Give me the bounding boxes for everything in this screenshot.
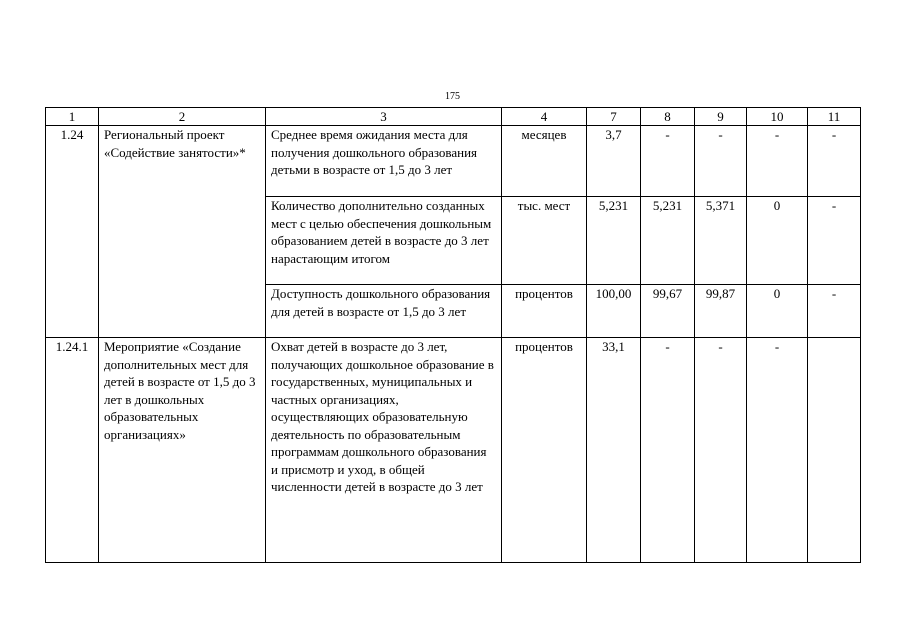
indicator-unit: процентов: [502, 285, 587, 338]
value-col-9: -: [695, 126, 747, 197]
value-col-11: -: [808, 197, 861, 285]
table-row: [46, 126, 861, 197]
column-header: 2: [99, 108, 266, 126]
value-col-9: 99,87: [695, 285, 747, 338]
value-col-7: 33,1: [587, 338, 641, 563]
value-col-10: 0: [747, 285, 808, 338]
value-col-8: -: [641, 338, 695, 563]
value-col-8: 99,67: [641, 285, 695, 338]
value-col-11: [808, 338, 861, 563]
value-col-7: 5,231: [587, 197, 641, 285]
indicator-text: Доступность дошкольного образования для детей в возрасте от 1,5 до 3 лет: [266, 285, 502, 338]
row-number: 1.24: [46, 126, 99, 338]
indicators-table: [45, 107, 861, 563]
value-col-7: 3,7: [587, 126, 641, 197]
column-header: 7: [587, 108, 641, 126]
row-name: Мероприятие «Создание дополнительных мест для детей в возрасте от 1,5 до 3 лет в дошкольных образовательных организациях»: [99, 338, 266, 563]
row-name: Региональный проект «Содействие занятости»*: [99, 126, 266, 338]
value-col-11: -: [808, 126, 861, 197]
value-col-10: 0: [747, 197, 808, 285]
value-col-8: -: [641, 126, 695, 197]
column-header: 11: [808, 108, 861, 126]
indicator-text: Среднее время ожидания места для получения дошкольного образования детьми в возрасте от 1,5 до 3 лет: [266, 126, 502, 197]
value-col-8: 5,231: [641, 197, 695, 285]
column-header: 4: [502, 108, 587, 126]
value-col-11: -: [808, 285, 861, 338]
indicator-unit: процентов: [502, 338, 587, 563]
indicator-text: Количество дополнительно созданных мест с целью обеспечения дошкольным образованием детей в возрасте до 3 лет нарастающим итогом: [266, 197, 502, 285]
column-header: 8: [641, 108, 695, 126]
value-col-7: 100,00: [587, 285, 641, 338]
page-number: 175: [445, 91, 460, 102]
table-row: [46, 338, 861, 563]
table-header-row: [46, 108, 861, 126]
column-header: 9: [695, 108, 747, 126]
column-header: 3: [266, 108, 502, 126]
indicator-text: Охват детей в возрасте до 3 лет, получающих дошкольное образование в государственных, муниципальных и частных организациях, осуществляющих образовательную деятельность по образовательным программам дошкольного образования и присмотр и уход, в общей численности детей в возрасте до 3 лет: [266, 338, 502, 563]
column-header: 10: [747, 108, 808, 126]
value-col-10: -: [747, 338, 808, 563]
column-header: 1: [46, 108, 99, 126]
value-col-9: -: [695, 338, 747, 563]
row-number: 1.24.1: [46, 338, 99, 563]
value-col-10: -: [747, 126, 808, 197]
value-col-9: 5,371: [695, 197, 747, 285]
indicator-unit: тыс. мест: [502, 197, 587, 285]
indicator-unit: месяцев: [502, 126, 587, 197]
